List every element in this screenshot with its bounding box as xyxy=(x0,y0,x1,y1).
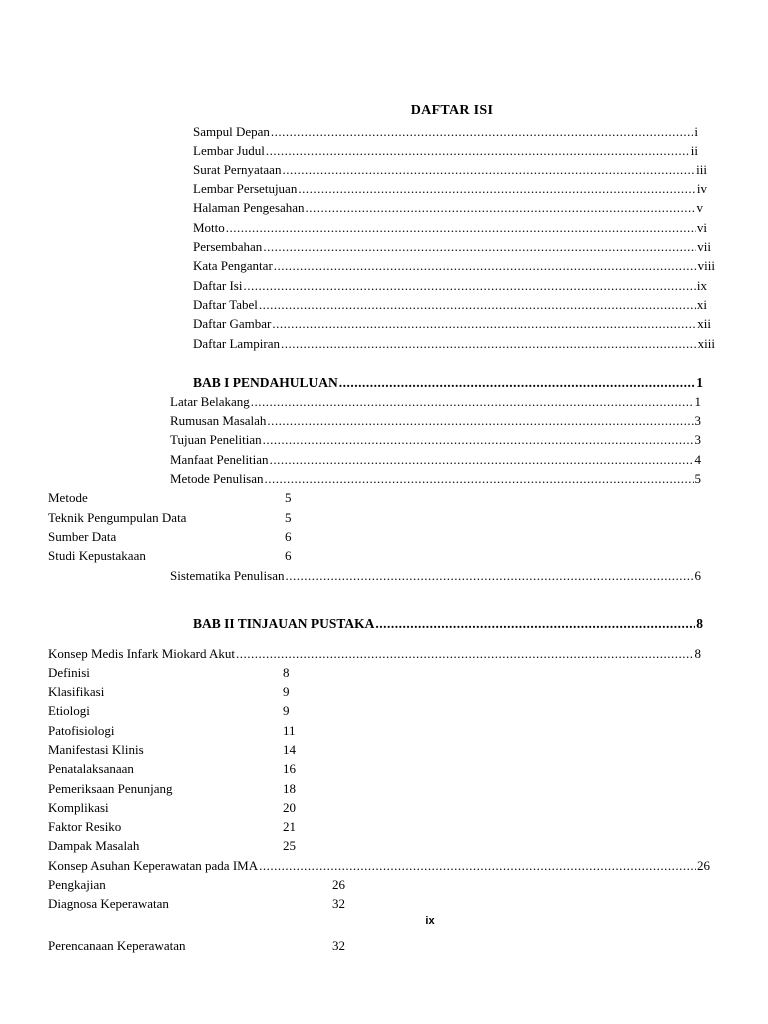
toc-subentry-label: Komplikasi xyxy=(48,800,109,815)
leader-dots xyxy=(375,614,695,633)
chapter-title: BAB I PENDAHULUAN xyxy=(193,375,338,390)
toc-entry xyxy=(193,237,711,256)
toc-entry-label: Lembar Persetujuan xyxy=(193,181,298,196)
toc-entry-page: xii xyxy=(697,316,711,331)
toc-entry-page: ii xyxy=(690,143,698,158)
toc-subentry xyxy=(48,836,308,855)
leader-dots xyxy=(270,450,694,469)
toc-subentry-label: Klasifikasi xyxy=(48,684,105,699)
toc-subentry-label: Pengkajian xyxy=(48,877,106,892)
toc-entry-label: Manfaat Penelitian xyxy=(170,452,269,467)
toc-entry-page: viii xyxy=(697,258,715,273)
toc-subentry-page: 32 xyxy=(332,938,345,953)
leader-dots xyxy=(251,392,694,411)
toc-subentry-page: 5 xyxy=(285,510,292,525)
toc-subentry xyxy=(48,817,308,836)
toc-subentry-page: 25 xyxy=(283,838,296,853)
toc-subentry xyxy=(48,663,308,682)
toc-entry xyxy=(170,566,701,585)
leader-dots xyxy=(272,314,696,333)
toc-entry xyxy=(193,198,703,217)
chapter-page: 1 xyxy=(696,375,703,390)
toc-entry-label: Latar Belakang xyxy=(170,394,250,409)
toc-entry-label: Sistematika Penulisan xyxy=(170,568,285,583)
leader-dots xyxy=(259,856,696,875)
toc-entry xyxy=(193,160,707,179)
toc-entry xyxy=(170,411,701,430)
leader-dots xyxy=(236,644,693,663)
toc-entry xyxy=(193,314,711,333)
leader-dots xyxy=(266,141,690,160)
toc-subentry xyxy=(48,488,308,507)
toc-entry-label: Daftar Isi xyxy=(193,278,243,293)
leader-dots xyxy=(306,198,696,217)
toc-subentry-page: 11 xyxy=(283,723,296,738)
toc-subentry xyxy=(48,779,308,798)
toc-entry xyxy=(193,334,715,353)
toc-entry xyxy=(48,644,701,663)
toc-subentry xyxy=(48,527,308,546)
toc-subentry xyxy=(48,721,308,740)
toc-subentry-page: 6 xyxy=(285,529,292,544)
toc-subentry-page: 8 xyxy=(283,665,290,680)
toc-entry-page: 3 xyxy=(694,413,701,428)
toc-entry-page: 26 xyxy=(697,858,710,873)
toc-subentry-page: 18 xyxy=(283,781,296,796)
toc-entry xyxy=(193,122,698,141)
toc-entry xyxy=(170,469,701,488)
leader-dots xyxy=(259,295,696,314)
toc-entry xyxy=(193,256,715,275)
toc-entry-page: 6 xyxy=(694,568,701,583)
toc-subentry-label: Studi Kepustakaan xyxy=(48,548,146,563)
toc-entry xyxy=(170,430,701,449)
leader-dots xyxy=(271,122,693,141)
toc-subentry-page: 14 xyxy=(283,742,296,757)
toc-entry-page: v xyxy=(696,200,703,215)
leader-dots xyxy=(285,566,693,585)
toc-subentry xyxy=(48,740,308,759)
toc-entry xyxy=(170,392,701,411)
toc-subentry-label: Patofisiologi xyxy=(48,723,115,738)
toc-subentry-label: Manifestasi Klinis xyxy=(48,742,144,757)
toc-entry xyxy=(193,295,707,314)
toc-entry-page: iv xyxy=(696,181,707,196)
toc-entry xyxy=(170,450,701,469)
leader-dots xyxy=(281,334,697,353)
page-number-footer: ix xyxy=(425,915,435,927)
toc-subentry-label: Sumber Data xyxy=(48,529,117,544)
toc-entry-page: vii xyxy=(697,239,711,254)
leader-dots xyxy=(282,160,695,179)
toc-entry-page: 4 xyxy=(694,452,701,467)
toc-subentry xyxy=(48,701,308,720)
toc-subentry xyxy=(48,508,308,527)
toc-entry xyxy=(193,179,707,198)
leader-dots xyxy=(265,469,694,488)
toc-subentry-page: 6 xyxy=(285,548,292,563)
toc-subentry-page: 21 xyxy=(283,819,296,834)
toc-subentry-label: Dampak Masalah xyxy=(48,838,140,853)
leader-dots xyxy=(339,373,695,392)
toc-entry-page: i xyxy=(694,124,698,139)
toc-subentry-label: Pemeriksaan Penunjang xyxy=(48,781,173,796)
toc-entry-label: Surat Pernyataan xyxy=(193,162,282,177)
toc-subentry-label: Metode xyxy=(48,490,88,505)
toc-entry-label: Daftar Gambar xyxy=(193,316,272,331)
toc-subentry-page: 32 xyxy=(332,896,345,911)
toc-entry-page: xiii xyxy=(697,336,715,351)
toc-subentry xyxy=(48,759,308,778)
page-title: DAFTAR ISI xyxy=(410,103,494,118)
toc-entry-label: Metode Penulisan xyxy=(170,471,264,486)
toc-entry-label: Daftar Lampiran xyxy=(193,336,280,351)
toc-subentry-page: 20 xyxy=(283,800,296,815)
toc-entry-label: Motto xyxy=(193,220,225,235)
toc-subentry xyxy=(48,798,308,817)
toc-entry-page: ix xyxy=(696,278,707,293)
toc-subentry-page: 26 xyxy=(332,877,345,892)
toc-entry-page: xi xyxy=(696,297,707,312)
toc-entry-page: 3 xyxy=(694,432,701,447)
toc-entry xyxy=(48,856,710,875)
toc-entry-page: 8 xyxy=(694,646,701,661)
leader-dots xyxy=(226,218,696,237)
leader-dots xyxy=(267,411,693,430)
toc-entry-page: vi xyxy=(696,220,707,235)
toc-entry-label: Kata Pengantar xyxy=(193,258,273,273)
toc-entry-label: Sampul Depan xyxy=(193,124,270,139)
leader-dots xyxy=(263,430,694,449)
toc-entry-page: 5 xyxy=(694,471,701,486)
toc-entry-label: Rumusan Masalah xyxy=(170,413,267,428)
toc-entry-label: Konsep Medis Infark Miokard Akut xyxy=(48,646,236,661)
toc-entry-label: Tujuan Penelitian xyxy=(170,432,262,447)
toc-subentry xyxy=(48,894,368,913)
toc-subentry-label: Diagnosa Keperawatan xyxy=(48,896,169,911)
leader-dots xyxy=(274,256,697,275)
leader-dots xyxy=(243,276,695,295)
toc-subentry-label: Definisi xyxy=(48,665,90,680)
chapter-page: 8 xyxy=(696,616,703,631)
toc-subentry-label: Perencanaan Keperawatan xyxy=(48,938,186,953)
toc-subentry-page: 5 xyxy=(285,490,292,505)
leader-dots xyxy=(298,179,696,198)
toc-subentry-label: Penatalaksanaan xyxy=(48,761,134,776)
toc-subentry-label: Teknik Pengumpulan Data xyxy=(48,510,187,525)
toc-entry-label: Konsep Asuhan Keperawatan pada IMA xyxy=(48,858,259,873)
toc-subentry xyxy=(48,875,368,894)
toc-subentry xyxy=(48,682,308,701)
chapter-heading xyxy=(193,614,703,633)
leader-dots xyxy=(263,237,696,256)
toc-subentry-page: 9 xyxy=(283,703,290,718)
toc-subentry-page: 9 xyxy=(283,684,290,699)
toc-entry-label: Daftar Tabel xyxy=(193,297,258,312)
toc-subentry xyxy=(48,546,308,565)
toc-entry-label: Lembar Judul xyxy=(193,143,265,158)
toc-entry-label: Persembahan xyxy=(193,239,263,254)
toc-subentry-label: Faktor Resiko xyxy=(48,819,122,834)
toc-subentry-label: Etiologi xyxy=(48,703,90,718)
toc-subentry xyxy=(48,936,368,955)
toc-entry-label: Halaman Pengesahan xyxy=(193,200,305,215)
chapter-heading xyxy=(193,373,703,392)
chapter-title: BAB II TINJAUAN PUSTAKA xyxy=(193,616,375,631)
toc-entry-page: 1 xyxy=(694,394,701,409)
toc-entry xyxy=(193,276,707,295)
toc-subentry-page: 16 xyxy=(283,761,296,776)
toc-entry-page: iii xyxy=(696,162,707,177)
toc-entry xyxy=(193,141,698,160)
toc-entry xyxy=(193,218,707,237)
